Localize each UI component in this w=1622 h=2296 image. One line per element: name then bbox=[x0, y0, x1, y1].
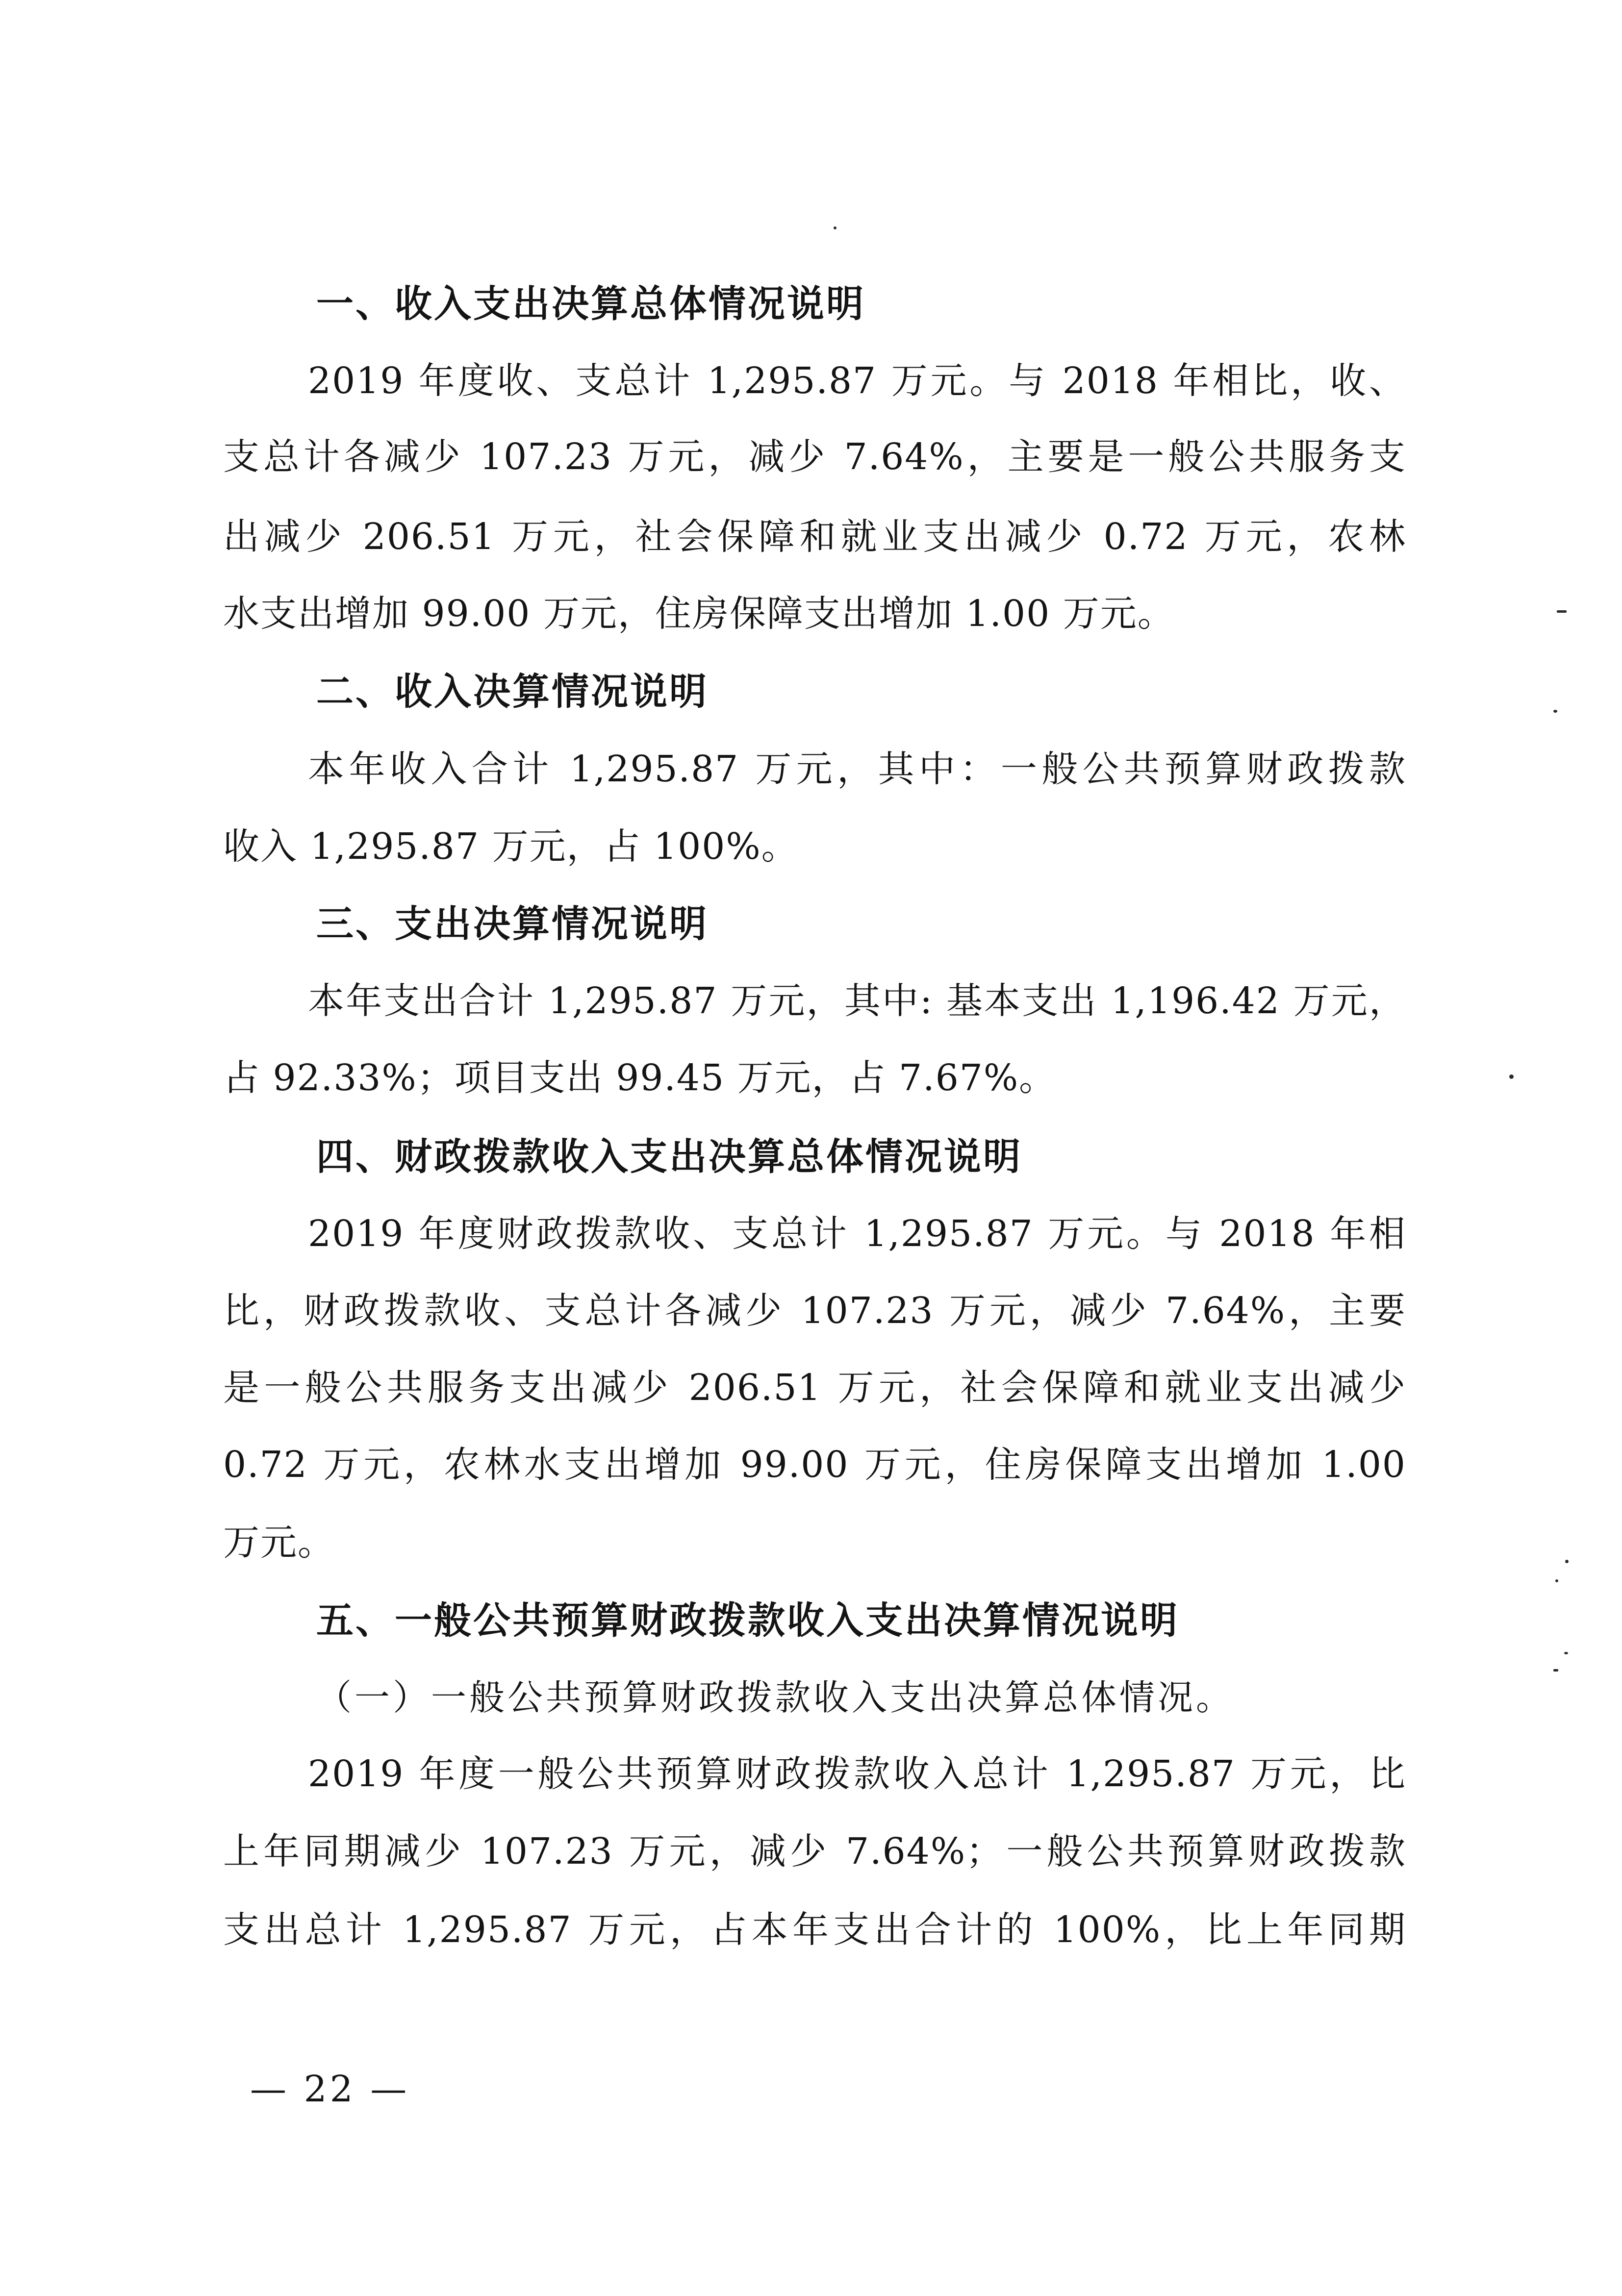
page-number: — 22 — bbox=[250, 2068, 410, 2110]
section-3-heading: 三、支出决算情况说明 bbox=[316, 902, 709, 946]
scan-speck bbox=[1565, 1560, 1569, 1563]
section-2-line-1: 本年收入合计 1,295.87 万元，其中：一般公共预算财政拨款 bbox=[308, 748, 1406, 790]
section-1-line-1: 2019 年度收、支总计 1,295.87 万元。与 2018 年相比，收、 bbox=[308, 360, 1406, 402]
section-1-line-4: 水支出增加 99.00 万元，住房保障支出增加 1.00 万元。 bbox=[223, 593, 1175, 635]
section-5-line-3: 支出总计 1,295.87 万元，占本年支出合计的 100%，比上年同期 bbox=[223, 1909, 1406, 1951]
section-5-heading: 五、一般公共预算财政拨款收入支出决算情况说明 bbox=[316, 1598, 1179, 1642]
scan-speck bbox=[834, 226, 836, 229]
section-3-line-1: 本年支出合计 1,295.87 万元，其中: 基本支出 1,196.42 万元， bbox=[308, 980, 1406, 1022]
section-4-line-1: 2019 年度财政拨款收、支总计 1,295.87 万元。与 2018 年相 bbox=[308, 1213, 1406, 1255]
section-1-line-3: 出减少 206.51 万元，社会保障和就业支出减少 0.72 万元，农林 bbox=[223, 516, 1406, 558]
section-4-line-5: 万元。 bbox=[223, 1522, 335, 1564]
section-4-line-2: 比，财政拨款收、支总计各减少 107.23 万元，减少 7.64%，主要 bbox=[223, 1290, 1406, 1332]
section-2-heading: 二、收入决算情况说明 bbox=[316, 670, 709, 713]
section-4-line-3: 是一般公共服务支出减少 206.51 万元，社会保障和就业支出减少 bbox=[223, 1367, 1406, 1409]
section-5-line-2: 上年同期减少 107.23 万元，减少 7.64%；一般公共预算财政拨款 bbox=[223, 1830, 1406, 1872]
scan-speck bbox=[1555, 1579, 1558, 1582]
section-5-line-1: 2019 年度一般公共预算财政拨款收入总计 1,295.87 万元，比 bbox=[308, 1753, 1406, 1795]
scan-speck bbox=[1557, 610, 1567, 613]
scan-speck bbox=[1509, 1074, 1514, 1079]
section-2-line-2: 收入 1,295.87 万元，占 100%。 bbox=[223, 825, 799, 868]
section-5-subheading: （一）一般公共预算财政拨款收入支出决算总体情况。 bbox=[316, 1677, 1235, 1718]
scan-speck bbox=[1553, 1669, 1558, 1672]
section-1-line-2: 支总计各减少 107.23 万元，减少 7.64%，主要是一般公共服务支 bbox=[223, 436, 1406, 478]
section-1-heading: 一、收入支出决算总体情况说明 bbox=[316, 282, 865, 325]
section-4-line-4: 0.72 万元，农林水支出增加 99.00 万元，住房保障支出增加 1.00 bbox=[223, 1444, 1406, 1486]
section-4-heading: 四、财政拨款收入支出决算总体情况说明 bbox=[316, 1135, 1022, 1178]
scan-speck bbox=[1564, 1652, 1568, 1654]
section-3-line-2: 占 92.33%；项目支出 99.45 万元，占 7.67%。 bbox=[223, 1057, 1057, 1099]
scan-speck bbox=[1553, 710, 1557, 713]
